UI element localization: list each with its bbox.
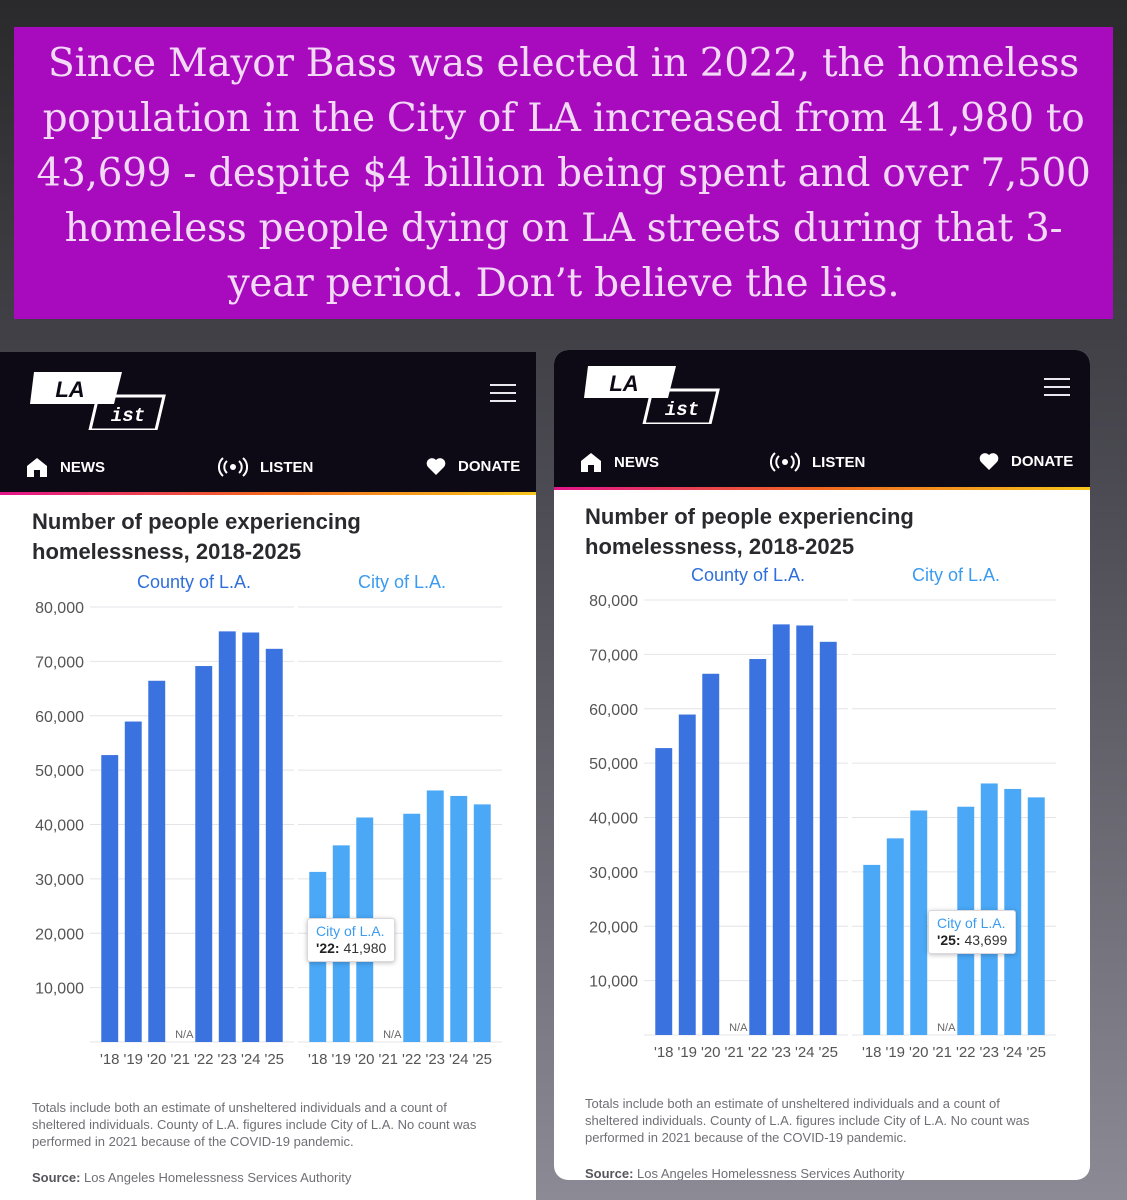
x-tick-label: '25 xyxy=(1026,1044,1047,1061)
logo-la-text: LA xyxy=(609,371,639,396)
y-tick-label: 10,000 xyxy=(35,980,84,998)
x-tick-label: '19 xyxy=(677,1044,698,1061)
y-tick-label: 80,000 xyxy=(589,593,638,610)
x-tick-label: '21 xyxy=(378,1051,399,1068)
na-label: N/A xyxy=(383,1029,402,1041)
nav-news-label: NEWS xyxy=(614,453,659,471)
bar[interactable] xyxy=(702,674,719,1035)
y-tick-label: 70,000 xyxy=(589,647,638,665)
home-icon xyxy=(580,452,602,472)
bar[interactable] xyxy=(266,649,283,1042)
x-tick-label: '23 xyxy=(771,1044,792,1061)
na-label: N/A xyxy=(175,1029,194,1041)
nav-news[interactable] xyxy=(580,452,659,472)
nav-donate-label: DONATE xyxy=(1011,453,1074,470)
bar[interactable] xyxy=(773,624,790,1035)
bar[interactable] xyxy=(655,748,672,1035)
bar[interactable] xyxy=(148,681,165,1042)
home-icon xyxy=(26,457,48,477)
bar[interactable] xyxy=(101,755,118,1042)
x-tick-label: '21 xyxy=(170,1051,191,1068)
y-tick-label: 50,000 xyxy=(589,756,638,774)
x-tick-label: '18 xyxy=(99,1051,120,1068)
x-tick-label: '24 xyxy=(240,1051,261,1068)
laist-logo[interactable] xyxy=(30,370,170,430)
x-tick-label: '18 xyxy=(861,1044,882,1061)
nav-news[interactable] xyxy=(26,457,105,477)
bar[interactable] xyxy=(403,814,420,1042)
nav-donate[interactable] xyxy=(979,452,1073,471)
x-tick-label: '24 xyxy=(1002,1044,1023,1061)
x-tick-label: '19 xyxy=(885,1044,906,1061)
y-tick-label: 80,000 xyxy=(35,600,84,617)
source-text: Los Angeles Homelessness Services Authority xyxy=(637,1166,905,1180)
headline-text: Since Mayor Bass was elected in 2022, the homeless population in the City of LA increased from 41,980 to 43,699 - despite $4 billion being spent and over 7,500 homeless people dying on LA streets during that 3-year period. Don’t believe the lies. xyxy=(36,40,1091,306)
bar[interactable] xyxy=(219,631,236,1042)
y-tick-label: 40,000 xyxy=(589,810,638,828)
tooltip-value: 43,699 xyxy=(964,932,1008,948)
x-tick-label: '23 xyxy=(979,1044,1000,1061)
site-header xyxy=(554,350,1090,487)
nav-listen[interactable] xyxy=(770,452,865,472)
x-tick-label: '20 xyxy=(700,1044,721,1061)
nav-listen-label: LISTEN xyxy=(812,453,866,471)
chart-source xyxy=(32,1170,351,1185)
series-title: City of L.A. xyxy=(357,572,447,592)
bar[interactable] xyxy=(242,632,259,1042)
chart-tooltip xyxy=(307,918,395,962)
x-tick-label: '22 xyxy=(401,1051,422,1068)
bar[interactable] xyxy=(820,642,837,1035)
homelessness-chart xyxy=(26,572,506,1092)
laist-screenshot-right xyxy=(554,350,1090,1180)
nav-donate-label: DONATE xyxy=(458,458,521,475)
hamburger-menu-icon[interactable] xyxy=(490,384,516,404)
nav-donate[interactable] xyxy=(426,457,520,476)
broadcast-icon xyxy=(218,457,248,477)
bar[interactable] xyxy=(195,666,212,1042)
source-label: Source: xyxy=(585,1166,634,1180)
bar[interactable] xyxy=(427,790,444,1042)
y-tick-label: 30,000 xyxy=(35,871,84,889)
series-title: City of L.A. xyxy=(911,565,1001,585)
x-tick-label: '20 xyxy=(354,1051,375,1068)
laist-screenshot-left xyxy=(0,352,536,1200)
heart-icon xyxy=(979,452,999,471)
homelessness-chart xyxy=(580,565,1060,1085)
x-tick-label: '22 xyxy=(193,1051,214,1068)
x-tick-label: '25 xyxy=(818,1044,839,1061)
source-text: Los Angeles Homelessness Services Authority xyxy=(84,1170,352,1185)
na-label: N/A xyxy=(937,1022,956,1034)
tooltip-value: 41,980 xyxy=(343,940,387,956)
series-title: County of L.A. xyxy=(690,565,806,585)
logo-ist-text: ist xyxy=(110,405,146,427)
broadcast-icon xyxy=(770,452,800,472)
nav-news-label: NEWS xyxy=(60,458,105,476)
bar[interactable] xyxy=(887,838,904,1035)
bar[interactable] xyxy=(749,659,766,1035)
x-tick-label: '21 xyxy=(724,1044,745,1061)
nav-listen-label: LISTEN xyxy=(260,458,314,476)
tooltip-year: '25: xyxy=(937,932,961,948)
chart-tooltip xyxy=(928,910,1016,954)
chart-title: Number of people experiencing homelessness, 2018-2025 xyxy=(585,504,914,559)
x-tick-label: '22 xyxy=(955,1044,976,1061)
laist-logo[interactable] xyxy=(584,364,724,424)
heart-icon xyxy=(426,457,446,476)
y-tick-label: 50,000 xyxy=(35,763,84,781)
headline-banner xyxy=(14,27,1113,319)
x-tick-label: '22 xyxy=(747,1044,768,1061)
header-accent-line xyxy=(554,487,1090,490)
x-tick-label: '25 xyxy=(264,1051,285,1068)
x-tick-label: '19 xyxy=(331,1051,352,1068)
x-tick-label: '25 xyxy=(472,1051,493,1068)
x-tick-label: '23 xyxy=(425,1051,446,1068)
y-tick-label: 60,000 xyxy=(35,708,84,726)
bar[interactable] xyxy=(910,810,927,1035)
x-tick-label: '21 xyxy=(932,1044,953,1061)
bar[interactable] xyxy=(796,625,813,1035)
logo-ist-text: ist xyxy=(664,399,700,421)
header-accent-line xyxy=(0,492,536,495)
bar[interactable] xyxy=(125,722,142,1042)
logo-la-text: LA xyxy=(55,377,85,402)
bar[interactable] xyxy=(474,804,491,1042)
x-tick-label: '18 xyxy=(653,1044,674,1061)
nav-listen[interactable] xyxy=(218,457,313,477)
bar[interactable] xyxy=(679,715,696,1035)
x-tick-label: '24 xyxy=(448,1051,469,1068)
y-tick-label: 20,000 xyxy=(35,926,84,944)
x-tick-label: '24 xyxy=(794,1044,815,1061)
x-tick-label: '18 xyxy=(307,1051,328,1068)
chart-footnote: Totals include both an estimate of unsheltered individuals and a count of sheltered individuals. County of L.A. figures include City of L.A. No count was performed in 2021 because of the COVID-19 pandemic. xyxy=(32,1100,477,1149)
site-header xyxy=(0,352,536,492)
chart-title: Number of people experiencing homelessness, 2018-2025 xyxy=(32,509,361,564)
tooltip-year: '22: xyxy=(316,940,340,956)
x-tick-label: '20 xyxy=(146,1051,167,1068)
bar[interactable] xyxy=(863,865,880,1035)
source-label: Source: xyxy=(32,1170,81,1185)
x-tick-label: '20 xyxy=(908,1044,929,1061)
tooltip-series: City of L.A. xyxy=(316,923,385,939)
na-label: N/A xyxy=(729,1022,748,1034)
y-tick-label: 40,000 xyxy=(35,817,84,835)
y-tick-label: 10,000 xyxy=(589,973,638,991)
series-title: County of L.A. xyxy=(136,572,252,592)
y-tick-label: 30,000 xyxy=(589,864,638,882)
chart-footnote: Totals include both an estimate of unsheltered individuals and a count of sheltered individuals. County of L.A. figures include City of L.A. No count was performed in 2021 because of the COVID-19 pandemic. xyxy=(585,1096,1030,1145)
hamburger-menu-icon[interactable] xyxy=(1044,378,1070,398)
chart-source xyxy=(585,1166,904,1180)
bar[interactable] xyxy=(450,796,467,1042)
x-tick-label: '19 xyxy=(123,1051,144,1068)
y-tick-label: 20,000 xyxy=(589,919,638,937)
x-tick-label: '23 xyxy=(217,1051,238,1068)
y-tick-label: 60,000 xyxy=(589,701,638,719)
bar[interactable] xyxy=(1028,797,1045,1035)
tooltip-series: City of L.A. xyxy=(937,915,1006,931)
y-tick-label: 70,000 xyxy=(35,654,84,672)
